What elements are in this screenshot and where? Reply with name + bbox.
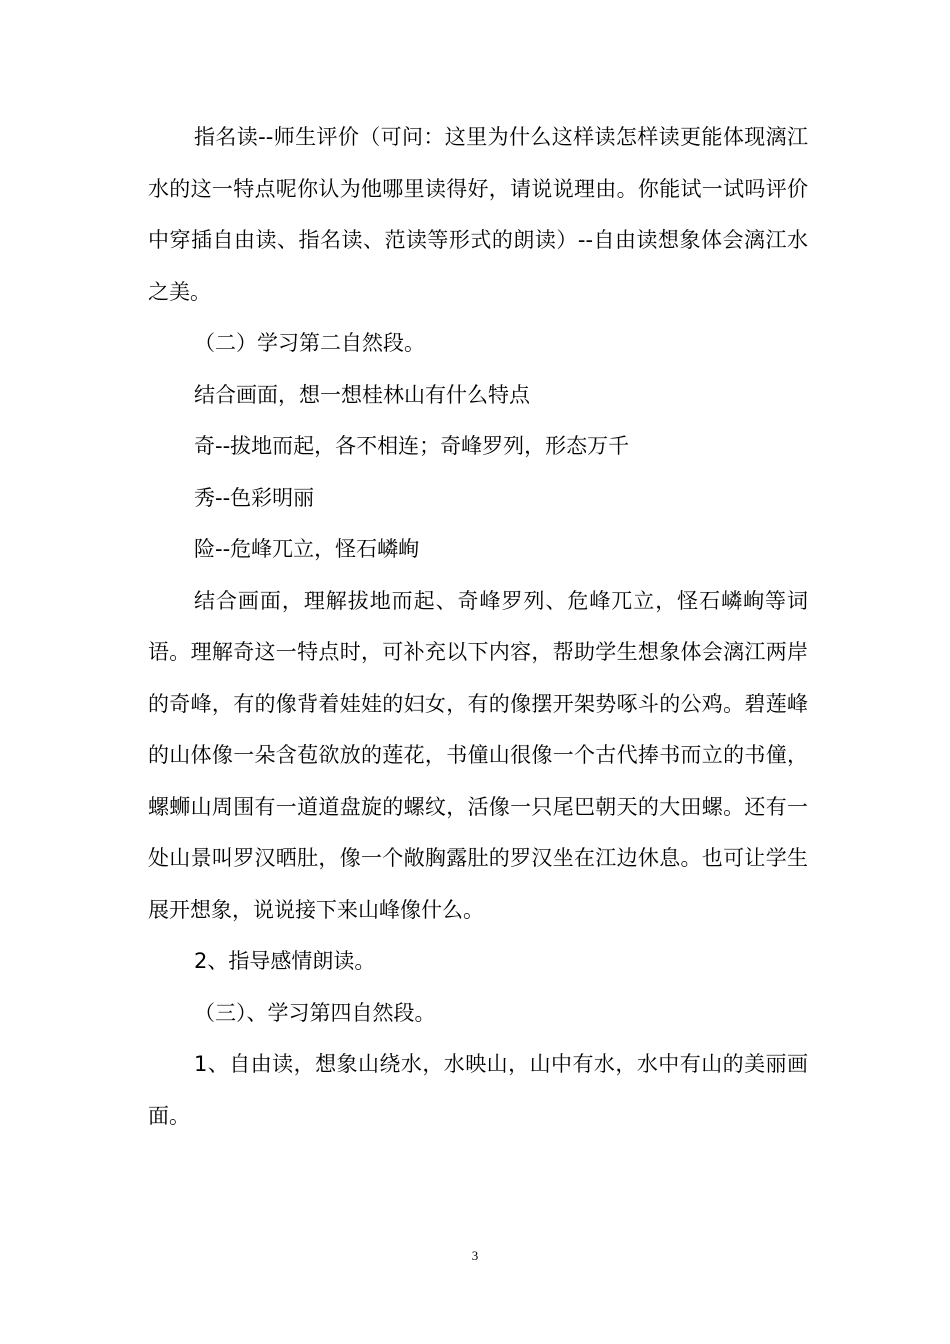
paragraph-section-three-heading: （三）、学习第四自然段。 [194,1000,436,1025]
paragraph-free-reading: 1、自由读，想象山绕水，水映山，山中有水，水中有山的美丽画面。 [148,1052,808,1128]
page-number: 3 [471,1248,479,1263]
paragraph-guided-reading: 2、指导感情朗读。 [194,949,376,973]
document-body [148,112,808,1142]
paragraph-feature-xiu: 秀--色彩明丽 [194,485,315,510]
paragraph-reading-evaluation: 指名读--师生评价（可问：这里为什么这样读怎样读更能体现漓江水的这一特点呢你认为他哪里读得好，请说说理由。你能试一试吗评价中穿插自由读、指名读、范读等形式的朗读）--自由读想象体会漓江水之美。 [148,125,808,304]
paragraph-vocabulary-explanation: 结合画面，理解拔地而起、奇峰罗列、危峰兀立，怪石嶙峋等词语。理解奇这一特点时，可补充以下内容，帮助学生想象体会漓江两岸的奇峰，有的像背着娃娃的妇女，有的像摆开架势啄斗的公鸡。碧莲峰的山体像一朵含苞欲放的莲花，书僮山很像一个古代捧书而立的书僮，螺蛳山周围有一道道盘旋的螺纹，活像一只尾巴朝天的大田螺。还有一处山景叫罗汉晒肚，像一个敞胸露肚的罗汉坐在江边休息。也可让学生展开想象，说说接下来山峰像什么。 [148,588,808,922]
paragraph-section-two-heading: （二）学习第二自然段。 [194,331,425,355]
paragraph-mountain-features-question: 结合画面，想一想桂林山有什么特点 [194,382,530,407]
paragraph-feature-xian: 险--危峰兀立，怪石嶙峋 [194,537,420,561]
paragraph-feature-qi: 奇--拔地而起，各不相连；奇峰罗列，形态万千 [194,434,630,458]
